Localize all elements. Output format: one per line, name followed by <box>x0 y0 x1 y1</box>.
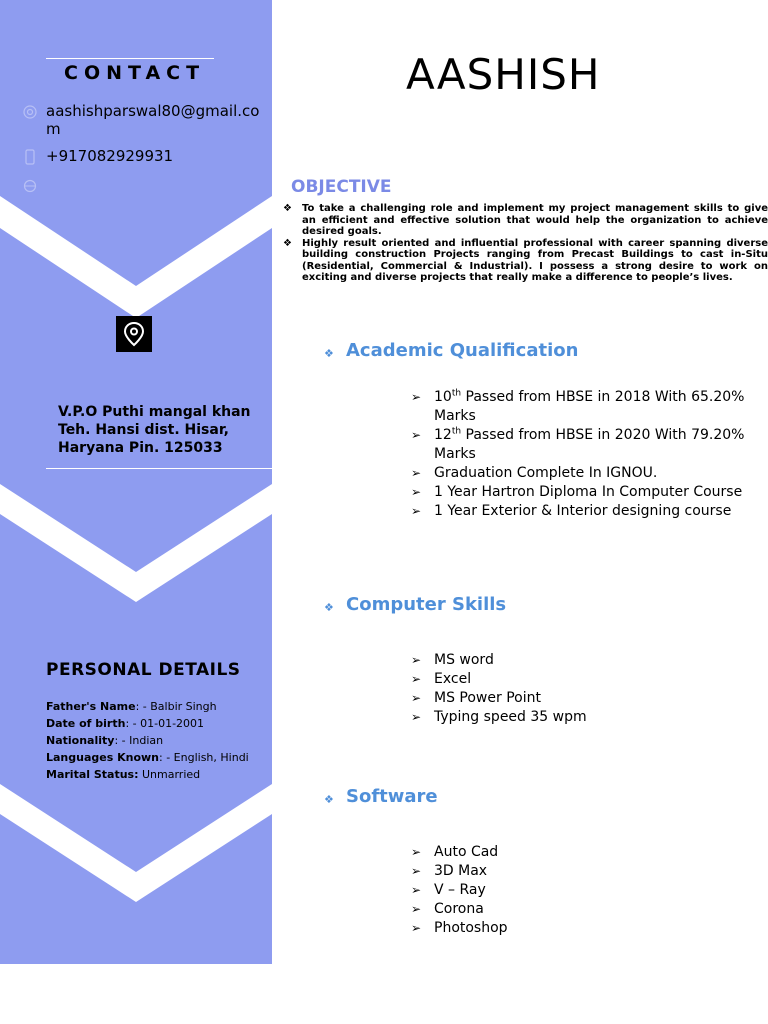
contact-top-rule <box>46 58 214 59</box>
academic-text: Passed from HBSE in 2018 With 65.20% Marks <box>434 389 745 424</box>
personal-label: Languages Known <box>46 751 160 764</box>
personal-details-list <box>46 698 270 783</box>
arrow-bullet-icon: ➢ <box>411 883 422 897</box>
personal-details-title: PERSONAL DETAILS <box>46 660 241 680</box>
address-line-1: V.P.O Puthi mangal khan <box>58 404 251 420</box>
objective-text: To take a challenging role and implement my project management skills to give an efficient and effective solution that would help the organization to achieve desired goals. <box>302 203 768 237</box>
arrow-bullet-icon: ➢ <box>411 710 422 724</box>
personal-value: : - Indian <box>114 734 164 747</box>
personal-value: : - Balbir Singh <box>135 700 217 713</box>
personal-row-dob <box>46 715 270 732</box>
personal-value: : - English, Hindi <box>159 751 249 764</box>
objective-item <box>280 238 768 284</box>
diamond-bullet-icon: ❖ <box>283 237 292 249</box>
list-item <box>411 388 751 426</box>
contact-email[interactable]: aashishparswal80@gmail.com <box>46 102 260 138</box>
list-item <box>411 900 751 919</box>
objective-list <box>280 203 768 284</box>
academic-text: 12 <box>434 427 452 443</box>
list-item <box>411 502 751 521</box>
list-item <box>411 919 751 938</box>
candidate-name: AASHISH <box>406 50 601 99</box>
arrow-bullet-icon: ➢ <box>411 845 422 859</box>
address-line-3: Haryana Pin. 125033 <box>58 440 223 456</box>
sidebar-background <box>0 0 272 964</box>
computer-skills-list <box>411 651 751 727</box>
academic-text: 1 Year Hartron Diploma In Computer Course <box>434 484 743 500</box>
academic-title: Academic Qualification <box>346 340 579 361</box>
personal-label: Father's Name <box>46 700 136 713</box>
address-block <box>58 403 263 457</box>
address-rule <box>46 468 272 469</box>
arrow-bullet-icon: ➢ <box>411 653 422 667</box>
list-item <box>411 651 751 670</box>
list-item <box>411 689 751 708</box>
contact-phone: +917082929931 <box>46 147 174 165</box>
list-item <box>411 483 751 502</box>
software-text: V – Ray <box>434 882 486 898</box>
list-item <box>411 843 751 862</box>
skill-text: Typing speed 35 wpm <box>434 709 587 725</box>
skill-text: MS word <box>434 652 494 668</box>
software-list <box>411 843 751 938</box>
academic-text: 1 Year Exterior & Interior designing course <box>434 503 732 519</box>
email-icon <box>22 104 38 120</box>
phone-icon <box>22 149 38 165</box>
ordinal-suffix: th <box>451 388 462 399</box>
objective-text: Highly result oriented and influential professional with career spanning diverse building construction Projects ranging from Precast Buildings to cast in-Situ (Residential, Commercial & Industrial). I possess a strong desire to work on exciting and diverse projects that really make a difference to people’s lives. <box>302 237 768 283</box>
list-item <box>411 708 751 727</box>
diamond-bullet-icon: ❖ <box>283 203 292 214</box>
software-title: Software <box>346 786 438 807</box>
personal-row-father <box>46 698 270 715</box>
web-icon <box>22 178 38 194</box>
contact-title: CONTACT <box>64 62 206 84</box>
personal-row-marital <box>46 766 270 783</box>
academic-text: Graduation Complete In IGNOU. <box>434 465 658 481</box>
skill-text: Excel <box>434 671 472 687</box>
academic-text: Passed from HBSE in 2020 With 79.20% Marks <box>434 427 745 462</box>
personal-row-nationality <box>46 732 270 749</box>
personal-value: Unmarried <box>138 768 201 781</box>
personal-label: Nationality <box>46 734 115 747</box>
academic-list <box>411 388 751 521</box>
list-item <box>411 881 751 900</box>
list-item <box>411 464 751 483</box>
academic-text: 10 <box>434 389 452 405</box>
arrow-bullet-icon: ➢ <box>411 485 422 499</box>
address-line-2: Teh. Hansi dist. Hisar, <box>58 422 229 438</box>
arrow-bullet-icon: ➢ <box>411 921 422 935</box>
personal-label: Date of birth <box>46 717 126 730</box>
ordinal-suffix: th <box>451 426 462 437</box>
diamond-bullet-icon: ❖ <box>324 793 334 806</box>
diamond-bullet-icon: ❖ <box>324 347 334 360</box>
software-text: 3D Max <box>434 863 488 879</box>
arrow-bullet-icon: ➢ <box>411 902 422 916</box>
software-text: Photoshop <box>434 920 508 936</box>
objective-title: OBJECTIVE <box>291 177 392 197</box>
arrow-bullet-icon: ➢ <box>411 672 422 686</box>
list-item <box>411 862 751 881</box>
list-item <box>411 426 751 464</box>
list-item <box>411 670 751 689</box>
arrow-bullet-icon: ➢ <box>411 691 422 705</box>
personal-label: Marital Status: <box>46 768 139 781</box>
arrow-bullet-icon: ➢ <box>411 504 422 518</box>
personal-row-languages <box>46 749 270 766</box>
computer-skills-title: Computer Skills <box>346 594 507 615</box>
arrow-bullet-icon: ➢ <box>411 864 422 878</box>
software-text: Auto Cad <box>434 844 499 860</box>
arrow-bullet-icon: ➢ <box>411 390 422 404</box>
arrow-bullet-icon: ➢ <box>411 428 422 442</box>
arrow-bullet-icon: ➢ <box>411 466 422 480</box>
skill-text: MS Power Point <box>434 690 541 706</box>
location-pin-icon <box>116 316 152 352</box>
software-text: Corona <box>434 901 484 917</box>
diamond-bullet-icon: ❖ <box>324 601 334 614</box>
objective-item <box>280 203 768 238</box>
personal-value: : - 01-01-2001 <box>125 717 205 730</box>
